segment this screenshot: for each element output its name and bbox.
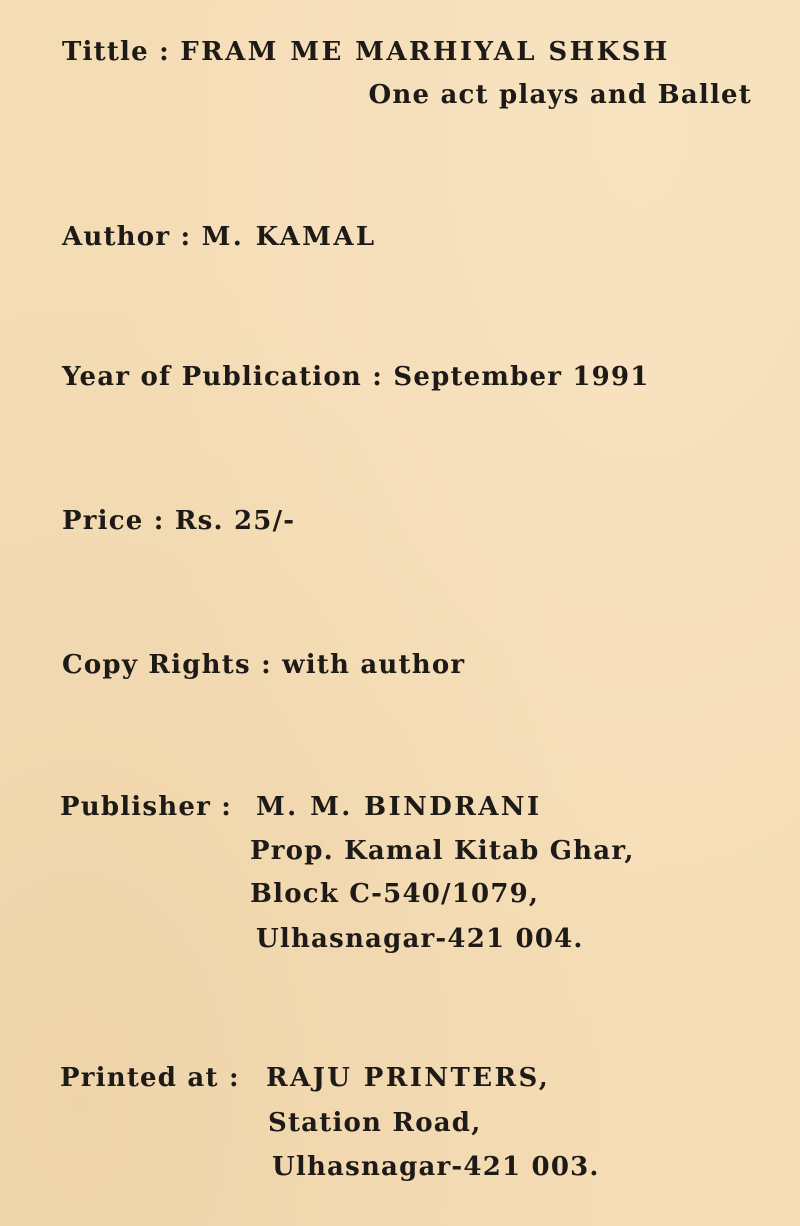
copyright-value: with author bbox=[282, 650, 466, 680]
price-label: Price bbox=[62, 506, 144, 536]
publisher-address-1: Prop. Kamal Kitab Ghar, bbox=[250, 836, 635, 866]
printer-separator: : bbox=[228, 1063, 240, 1093]
publisher-line bbox=[60, 792, 232, 822]
publisher-address-3: Ulhasnagar-421 004. bbox=[256, 924, 584, 954]
printer-label: Printed at bbox=[60, 1063, 219, 1093]
publisher-address-2: Block C-540/1079, bbox=[250, 879, 540, 909]
printer-name: RAJU PRINTERS, bbox=[266, 1063, 551, 1093]
publisher-label: Publisher bbox=[60, 792, 211, 822]
year-line bbox=[62, 362, 650, 392]
price-line bbox=[62, 506, 295, 536]
price-separator: : bbox=[153, 506, 165, 536]
author-line bbox=[62, 222, 377, 252]
publisher-name: M. M. BINDRANI bbox=[256, 792, 542, 822]
title-value: FRAM ME MARHIYAL SHKSH bbox=[180, 37, 670, 67]
year-separator: : bbox=[372, 362, 384, 392]
title-label: Tittle bbox=[62, 37, 149, 67]
printer-line bbox=[60, 1063, 240, 1093]
copyright-separator: : bbox=[261, 650, 272, 680]
title-line bbox=[62, 37, 670, 67]
author-separator: : bbox=[180, 222, 192, 252]
price-value: Rs. 25/- bbox=[174, 506, 296, 536]
author-value: M. KAMAL bbox=[201, 222, 377, 252]
year-label: Year of Publication bbox=[62, 362, 363, 392]
printer-address-2: Ulhasnagar-421 003. bbox=[272, 1152, 600, 1182]
printer-address-1: Station Road, bbox=[268, 1108, 482, 1138]
author-label: Author bbox=[62, 222, 171, 252]
publisher-separator: : bbox=[221, 792, 233, 822]
title-separator: : bbox=[159, 37, 170, 67]
copyright-label: Copy Rights bbox=[62, 650, 251, 680]
copyright-line bbox=[62, 650, 465, 680]
subtitle: One act plays and Ballet bbox=[368, 80, 752, 110]
year-value: September 1991 bbox=[393, 362, 650, 392]
